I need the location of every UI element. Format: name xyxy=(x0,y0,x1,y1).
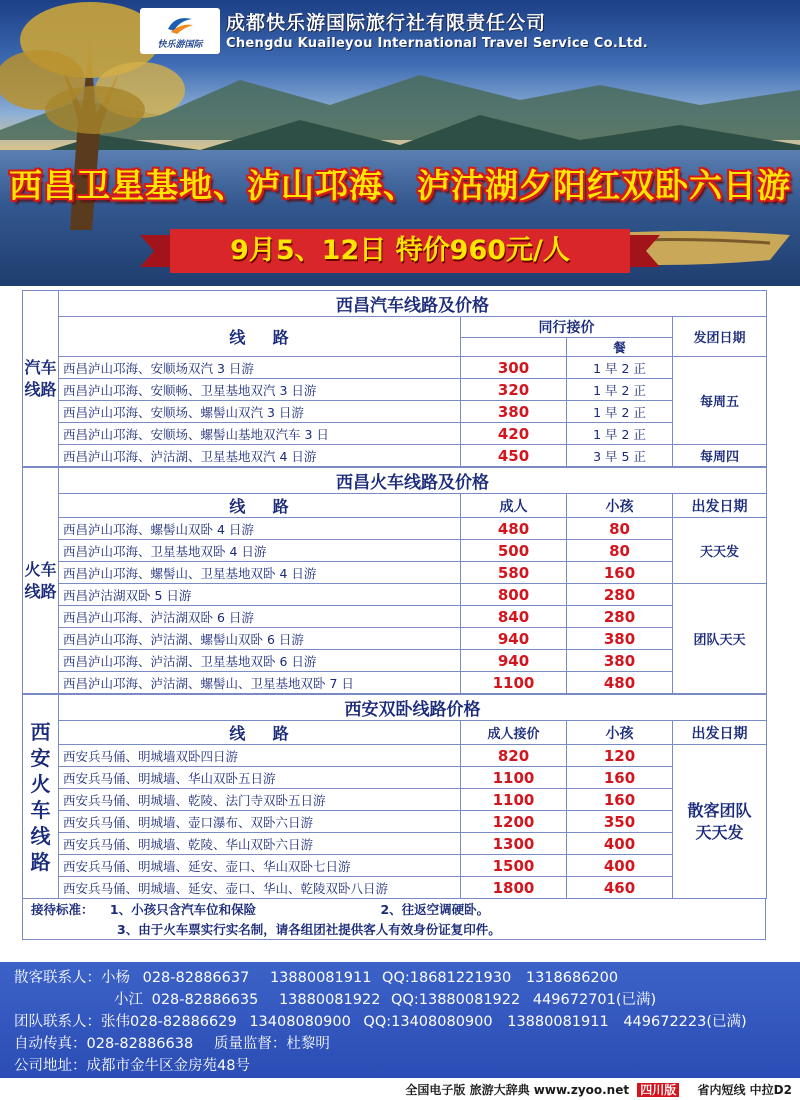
service-notes xyxy=(22,899,766,940)
route-adult-price: 480 xyxy=(461,518,567,540)
contact-label: 团队联系人：张伟028-82886629 xyxy=(14,1014,237,1030)
train-col-child: 小孩 xyxy=(567,494,673,518)
route-child-price: 160 xyxy=(567,789,673,811)
route-child-price: 280 xyxy=(567,606,673,628)
route-child-price: 80 xyxy=(567,540,673,562)
route-child-price: 350 xyxy=(567,811,673,833)
company-logo xyxy=(140,8,220,54)
table-row xyxy=(23,767,767,789)
route-name: 西昌泸山邛海、安顺场、螺髻山双汽 3 日游 xyxy=(59,401,461,423)
table-row xyxy=(23,584,767,606)
route-child-price: 400 xyxy=(567,855,673,877)
table-row xyxy=(23,606,767,628)
route-name: 西安兵马俑、明城墙、延安、壶口、华山、乾陵双卧八日游 xyxy=(59,877,461,899)
table-row xyxy=(23,811,767,833)
train-date-group: 团队天天 xyxy=(673,584,767,694)
table-row xyxy=(23,562,767,584)
xian-category-text: 西安火车线路 xyxy=(30,719,51,874)
route-adult-price: 820 xyxy=(461,745,567,767)
xian-col-route: 线 路 xyxy=(59,721,461,745)
xian-col-adult: 成人接价 xyxy=(461,721,567,745)
bus-section-title: 西昌汽车线路及价格 xyxy=(59,291,767,317)
table-row xyxy=(23,628,767,650)
xian-col-date: 出发日期 xyxy=(673,721,767,745)
bottom-credit xyxy=(405,1081,792,1098)
table-row xyxy=(23,379,767,401)
xian-route-table xyxy=(22,694,767,899)
price-headline: 9月5、12日 特价960元/人 xyxy=(230,235,570,266)
route-child-price: 400 xyxy=(567,833,673,855)
route-price: 420 xyxy=(461,423,567,445)
bottom-bar xyxy=(0,1078,800,1100)
bus-col-date: 发团日期 xyxy=(673,317,767,357)
route-name: 西安兵马俑、明城墙、延安、壶口、华山双卧七日游 xyxy=(59,855,461,877)
contact-extra: 1318686200 xyxy=(525,970,619,986)
route-meal: 1 早 2 正 xyxy=(567,379,673,401)
route-child-price: 380 xyxy=(567,650,673,672)
contact-line-retail-2 xyxy=(114,988,672,1009)
table-row xyxy=(23,540,767,562)
table-row xyxy=(23,423,767,445)
route-price: 300 xyxy=(461,357,567,379)
contact-mobile: 13880081922 xyxy=(278,992,381,1008)
route-adult-price: 1300 xyxy=(461,833,567,855)
route-adult-price: 1100 xyxy=(461,789,567,811)
train-category-text: 火车线路 xyxy=(24,559,57,601)
contact-line-retail-1 xyxy=(14,966,634,987)
xian-date: 散客团队天天发 xyxy=(673,745,767,899)
route-adult-price: 1800 xyxy=(461,877,567,899)
contact-footer xyxy=(0,962,800,1078)
route-adult-price: 1200 xyxy=(461,811,567,833)
xian-col-child: 小孩 xyxy=(567,721,673,745)
route-meal: 1 早 2 正 xyxy=(567,401,673,423)
bus-category-text: 汽车线路 xyxy=(24,357,57,399)
route-child-price: 280 xyxy=(567,584,673,606)
route-adult-price: 1100 xyxy=(461,767,567,789)
route-name: 西昌泸山邛海、卫星基地双卧 4 日游 xyxy=(59,540,461,562)
notes-line-1 xyxy=(23,899,766,919)
route-adult-price: 940 xyxy=(461,650,567,672)
contact-tel: 028-82886637 xyxy=(142,970,250,986)
table-row xyxy=(23,745,767,767)
notes-item-1: 1、小孩只含汽车位和保险 xyxy=(109,902,257,917)
contact-extra: 449672223(已满) xyxy=(623,1014,747,1030)
route-child-price: 380 xyxy=(567,628,673,650)
route-adult-price: 940 xyxy=(461,628,567,650)
route-name: 西昌泸山邛海、泸沽湖、螺髻山、卫星基地双卧 7 日 xyxy=(59,672,461,694)
contact-supervisor: 质量监督：杜黎明 xyxy=(213,1036,330,1052)
train-col-route: 线 路 xyxy=(59,494,461,518)
contact-qq: QQ:18681221930 xyxy=(382,970,512,986)
route-name: 西安兵马俑、明城墙、华山双卧五日游 xyxy=(59,767,461,789)
table-row xyxy=(23,672,767,694)
contact-tel: 028-82886635 xyxy=(151,992,259,1008)
table-row xyxy=(23,357,767,379)
contact-label: 散客联系人：小杨 xyxy=(14,970,130,986)
route-name: 西昌泸山邛海、安顺畅、卫星基地双汽 3 日游 xyxy=(59,379,461,401)
bus-col-price-blank xyxy=(461,338,567,357)
table-row xyxy=(23,789,767,811)
notes-item-2: 2、往返空调硬卧。 xyxy=(380,902,490,917)
route-name: 西昌泸山邛海、安顺场双汽 3 日游 xyxy=(59,357,461,379)
route-child-price: 160 xyxy=(567,767,673,789)
bus-date-weekly-thu: 每周四 xyxy=(673,445,767,467)
route-name: 西昌泸山邛海、泸沽湖、卫星基地双汽 4 日游 xyxy=(59,445,461,467)
contact-address: 公司地址：成都市金牛区金房苑48号 xyxy=(14,1058,250,1074)
bus-col-price: 同行接价 xyxy=(461,317,673,338)
route-price: 380 xyxy=(461,401,567,423)
train-category-label xyxy=(23,468,59,694)
bus-date-weekly-fri: 每周五 xyxy=(673,357,767,445)
contact-qq: QQ:13880081922 xyxy=(391,992,521,1008)
contact-line-group xyxy=(14,1010,763,1031)
train-col-adult: 成人 xyxy=(461,494,567,518)
contact-line-address xyxy=(14,1054,266,1075)
tour-title: 西昌卫星基地、泸山邛海、泸沽湖夕阳红双卧六日游 xyxy=(9,166,791,205)
table-row xyxy=(23,518,767,540)
company-name-cn: 成都快乐游国际旅行社有限责任公司 xyxy=(226,12,547,34)
route-name: 西昌泸山邛海、螺髻山双卧 4 日游 xyxy=(59,518,461,540)
table-row xyxy=(23,833,767,855)
route-child-price: 480 xyxy=(567,672,673,694)
route-adult-price: 1100 xyxy=(461,672,567,694)
contact-extra: 449672701(已满) xyxy=(532,992,657,1008)
train-section-title: 西昌火车线路及价格 xyxy=(59,468,767,494)
route-name: 西昌泸山邛海、安顺场、螺髻山基地双汽车 3 日 xyxy=(59,423,461,445)
route-child-price: 460 xyxy=(567,877,673,899)
route-adult-price: 500 xyxy=(461,540,567,562)
route-name: 西安兵马俑、明城墙、壶口瀑布、双卧六日游 xyxy=(59,811,461,833)
route-name: 西昌泸沽湖双卧 5 日游 xyxy=(59,584,461,606)
route-price-tables xyxy=(22,290,766,940)
train-col-date: 出发日期 xyxy=(673,494,767,518)
route-child-price: 160 xyxy=(567,562,673,584)
notes-label: 接待标准： xyxy=(31,902,94,917)
route-name: 西昌泸山邛海、泸沽湖双卧 6 日游 xyxy=(59,606,461,628)
route-name: 西安兵马俑、明城墙、乾陵、法门寺双卧五日游 xyxy=(59,789,461,811)
route-name: 西安兵马俑、明城墙、乾陵、华山双卧六日游 xyxy=(59,833,461,855)
table-row xyxy=(23,877,767,899)
xian-section-title: 西安双卧线路价格 xyxy=(59,695,767,721)
header-banner xyxy=(0,0,800,286)
notes-item-3: 3、由于火车票实行实名制，请各组团社提供客人有效身份证复印件。 xyxy=(117,921,501,937)
price-ribbon xyxy=(140,227,660,275)
route-meal: 1 早 2 正 xyxy=(567,423,673,445)
route-adult-price: 580 xyxy=(461,562,567,584)
edition-badge: 四川版 xyxy=(637,1083,679,1097)
train-route-table xyxy=(22,467,767,694)
bus-col-route: 线 路 xyxy=(59,317,461,357)
contact-mobile: 13408080900 xyxy=(249,1014,351,1030)
route-meal: 3 早 5 正 xyxy=(567,445,673,467)
route-meal: 1 早 2 正 xyxy=(567,357,673,379)
route-name: 西昌泸山邛海、泸沽湖、卫星基地双卧 6 日游 xyxy=(59,650,461,672)
route-child-price: 120 xyxy=(567,745,673,767)
contact-label: 小江 xyxy=(114,992,143,1008)
logo-swirl-icon xyxy=(165,13,195,35)
route-adult-price: 1500 xyxy=(461,855,567,877)
contact-line-fax xyxy=(14,1032,346,1053)
bottom-url: www.zyoo.net xyxy=(533,1083,630,1097)
contact-fax: 自动传真：028-82886638 xyxy=(14,1036,194,1052)
bottom-right-text: 省内短线 中拉D2 xyxy=(697,1083,792,1097)
bus-route-table xyxy=(22,290,767,467)
contact-mobile: 13880081911 xyxy=(269,970,372,986)
xian-category-label xyxy=(23,695,59,899)
table-row xyxy=(23,445,767,467)
route-name: 西昌泸山邛海、螺髻山、卫星基地双卧 4 日游 xyxy=(59,562,461,584)
route-adult-price: 840 xyxy=(461,606,567,628)
contact-mobile-2: 13880081911 xyxy=(507,1014,609,1030)
route-adult-price: 800 xyxy=(461,584,567,606)
table-row xyxy=(23,650,767,672)
route-name: 西昌泸山邛海、泸沽湖、螺髻山双卧 6 日游 xyxy=(59,628,461,650)
company-name-en: Chengdu Kuaileyou International Travel Service Co.Ltd. xyxy=(226,36,649,51)
train-date-daily: 天天发 xyxy=(673,518,767,584)
contact-qq: QQ:13408080900 xyxy=(363,1014,493,1030)
bottom-left-text: 全国电子版 旅游大辞典 xyxy=(405,1083,530,1097)
logo-text: 快乐游国际 xyxy=(157,39,203,50)
bus-category-label xyxy=(23,291,59,467)
route-price: 320 xyxy=(461,379,567,401)
bus-col-meal: 餐 xyxy=(567,338,673,357)
table-row xyxy=(23,401,767,423)
route-child-price: 80 xyxy=(567,518,673,540)
route-price: 450 xyxy=(461,445,567,467)
table-row xyxy=(23,855,767,877)
route-name: 西安兵马俑、明城墙双卧四日游 xyxy=(59,745,461,767)
